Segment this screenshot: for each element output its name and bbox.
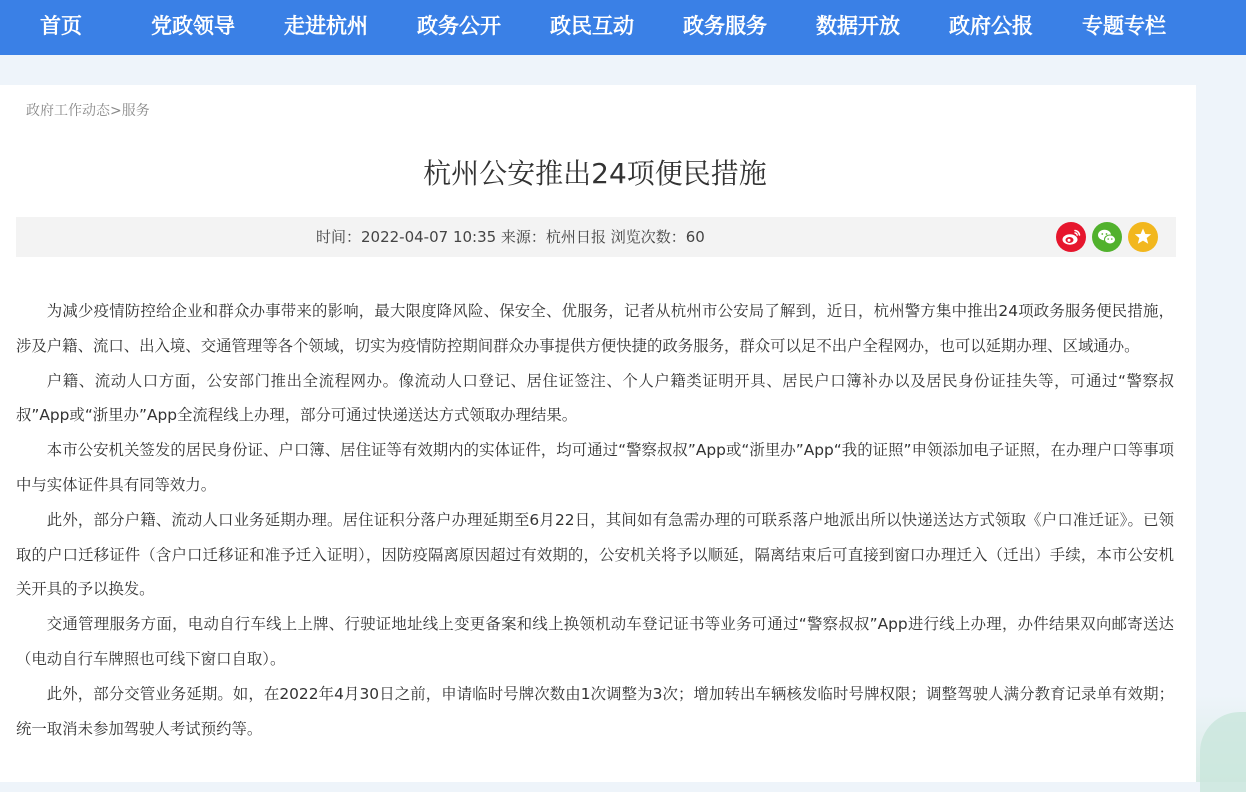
nav-item-home[interactable]: 首页 [40,14,82,38]
share-wechat-button[interactable] [1092,222,1122,252]
top-navigation [0,0,1246,55]
article-paragraph: 此外，部分户籍、流动人口业务延期办理。居住证积分落户办理延期至6月22日，其间如有急需办理的可联系落户地派出所以快递送达方式领取《户口准迁证》。已领取的户口迁移证件（含户口迁移证和准予迁入证明），因防疫隔离原因超过有效期的，公安机关将予以顺延，隔离结束后可直接到窗口办理迁入（迁出）手续，本市公安机关开具的予以换发。 [16,510,1174,599]
article-meta-bar [16,217,1176,257]
article-container [0,85,1196,782]
share-weibo-button[interactable] [1056,222,1086,252]
nav-item-government-affairs[interactable]: 政务公开 [417,14,501,38]
article-paragraph: 此外，部分交管业务延期。如，在2022年4月30日之前，申请临时号牌次数由1次调整为3次；增加转出车辆核发临时号牌权限；调整驾驶人满分教育记录单有效期；统一取消未参加驾驶人考试预约等。 [16,684,1174,738]
breadcrumb [26,100,150,120]
article-paragraph: 本市公安机关签发的居民身份证、户口簿、居住证等有效期内的实体证件，均可通过“警察叔叔”App或“浙里办”App“我的证照”申领添加电子证照，在办理户口等事项中与实体证件具有同等效力。 [16,441,1174,494]
weibo-icon [1056,222,1086,252]
nav-item-interaction[interactable]: 政民互动 [550,14,634,38]
favorite-star-icon [1128,222,1158,252]
article-meta-info: 时间：2022-04-07 10:35 来源：杭州日报 浏览次数：60 [316,228,705,246]
nav-item-open-data[interactable]: 数据开放 [816,14,900,38]
article-paragraph: 交通管理服务方面，电动自行车线上上牌、行驶证地址线上变更备案和线上换领机动车登记证书等业务可通过“警察叔叔”App进行线上办理，办件结果双向邮寄送达（电动自行车牌照也可线下窗口自取）。 [16,615,1174,668]
breadcrumb-parent-link[interactable]: 政府工作动态 [26,103,110,119]
page-background-strip [1196,55,1246,782]
nav-item-special-topics[interactable]: 专题专栏 [1082,14,1166,38]
wechat-icon [1092,222,1122,252]
article-paragraph: 为减少疫情防控给企业和群众办事带来的影响，最大限度降风险、保安全、优服务，记者从杭州市公安局了解到，近日，杭州警方集中推出24项政务服务便民措施，涉及户籍、流口、出入境、交通管理等各个领域，切实为疫情防控期间群众办事提供方便快捷的政务服务，群众可以足不出户全程网办，也可以延期办理、区域通办。 [16,302,1174,355]
article-paragraph: 户籍、流动人口方面，公安部门推出全流程网办。像流动人口登记、居住证签注、个人户籍类证明开具、居民户口簿补办以及居民身份证挂失等，可通过“警察叔叔”App或“浙里办”App全流程线上办理，部分可通过快递送达方式领取办理结果。 [16,371,1174,425]
article-body [16,294,1174,746]
breadcrumb-current-link[interactable]: 服务 [121,103,150,119]
nav-item-party-leadership[interactable]: 党政领导 [151,14,235,38]
favorite-button[interactable] [1128,222,1158,252]
page-title: 杭州公安推出24项便民措施 [423,157,767,190]
breadcrumb-separator: > [110,103,122,119]
nav-item-services[interactable]: 政务服务 [683,14,767,38]
nav-item-bulletin[interactable]: 政府公报 [949,14,1033,38]
nav-item-about-hangzhou[interactable]: 走进杭州 [284,14,368,38]
